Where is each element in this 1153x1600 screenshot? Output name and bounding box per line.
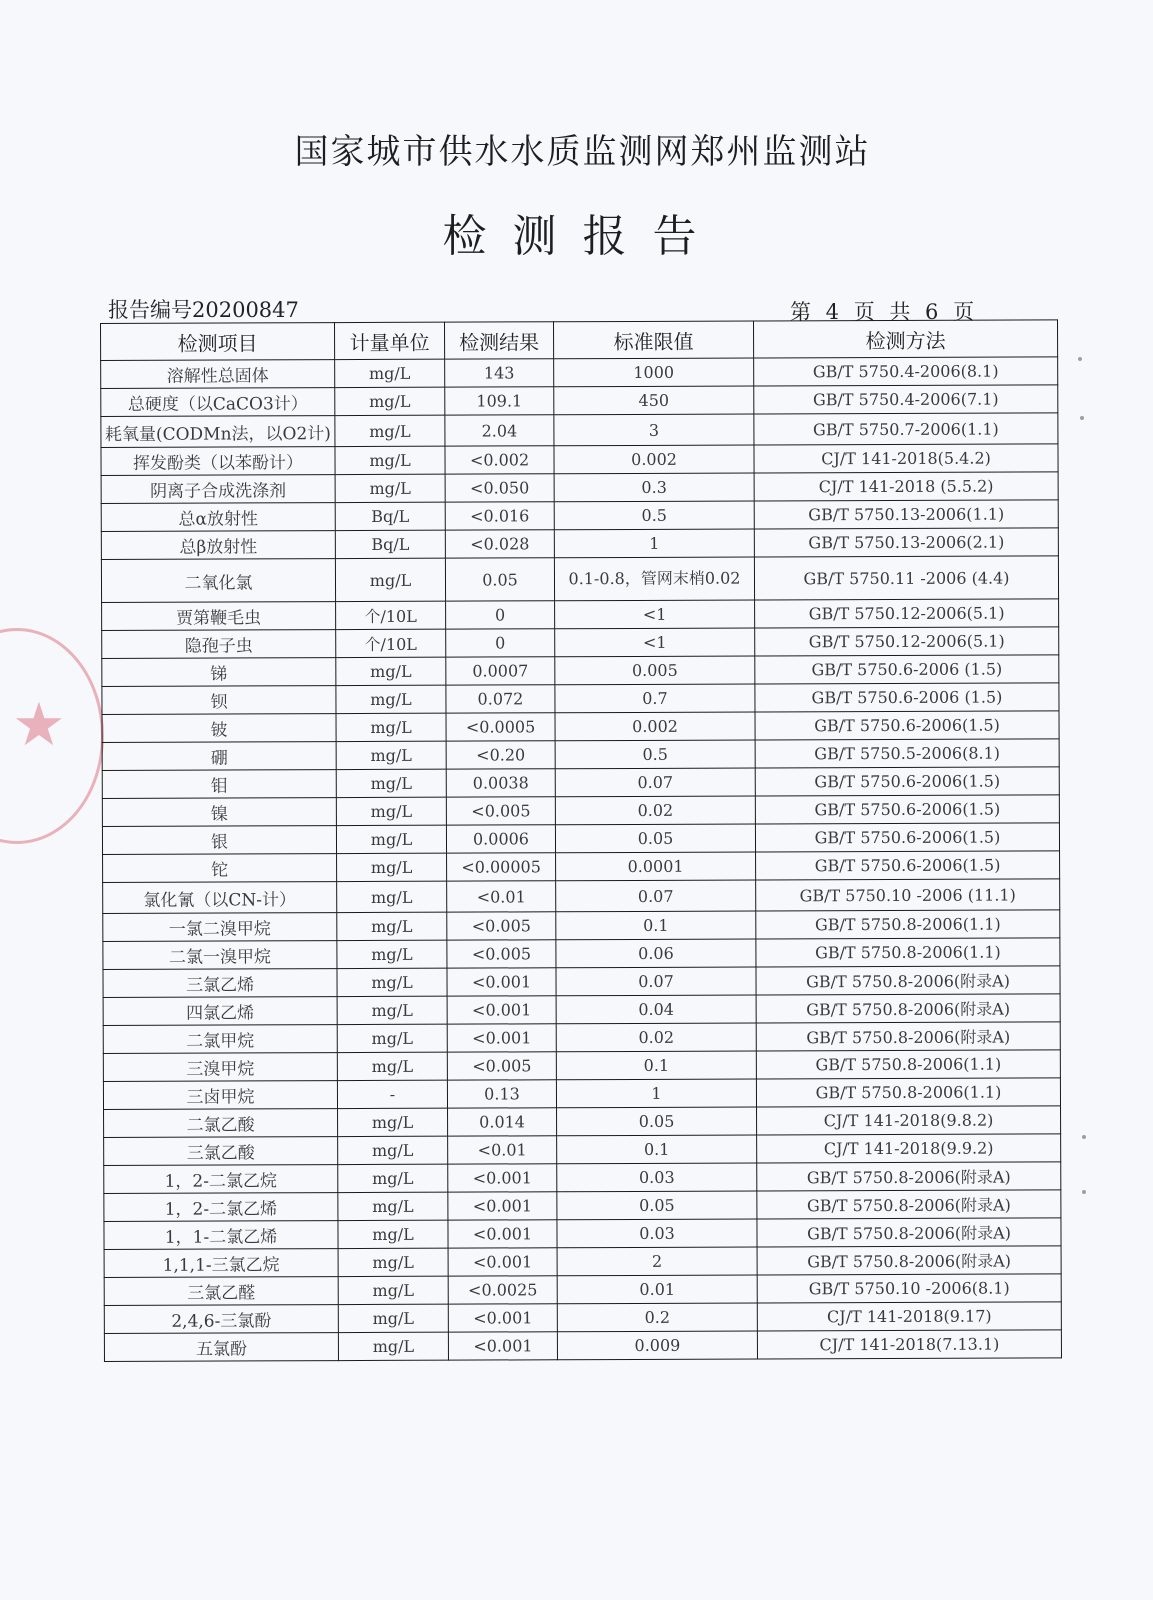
cell-unit: 个/10L <box>336 601 446 629</box>
cell-result: 0 <box>446 601 555 629</box>
cell-method: CJ/T 141-2018(7.13.1) <box>757 1330 1061 1359</box>
cell-limit: 0.1 <box>556 911 756 940</box>
cell-unit: Bq/L <box>335 530 445 558</box>
cell-item: 二氧化氯 <box>101 559 335 603</box>
cell-method: GB/T 5750.6-2006(1.5) <box>755 711 1059 740</box>
cell-item: 镍 <box>102 798 336 827</box>
cell-limit: 1 <box>554 529 754 558</box>
cell-unit: mg/L <box>338 1304 448 1332</box>
cell-method: GB/T 5750.6-2006(1.5) <box>755 767 1059 796</box>
table-row <box>103 938 1060 970</box>
cell-result: 0.0038 <box>446 769 555 797</box>
cell-item: 钡 <box>102 686 336 715</box>
cell-unit: mg/L <box>338 1164 448 1192</box>
cell-unit: mg/L <box>337 940 447 968</box>
table-row <box>104 1162 1061 1194</box>
results-table <box>100 319 1062 1362</box>
cell-unit: mg/L <box>336 741 446 769</box>
cell-limit: 0.03 <box>557 1219 757 1248</box>
cell-limit: <1 <box>555 600 755 629</box>
table-row <box>104 1134 1061 1166</box>
table-row <box>103 1078 1060 1110</box>
cell-limit: 0.07 <box>555 768 755 797</box>
cell-result: 0.0007 <box>446 657 555 685</box>
cell-result: 0.072 <box>446 685 555 713</box>
table-row <box>101 556 1058 603</box>
cell-limit: 0.02 <box>556 1023 756 1052</box>
speck <box>1078 357 1082 361</box>
cell-item: 铍 <box>102 714 336 743</box>
cell-result: <0.001 <box>448 1248 557 1276</box>
report-title: 检测报告 <box>442 211 723 262</box>
cell-unit: mg/L <box>335 474 445 502</box>
cell-unit: mg/L <box>335 359 445 387</box>
cell-method: GB/T 5750.6-2006 (1.5) <box>755 683 1059 712</box>
cell-method: GB/T 5750.8-2006(附录A) <box>756 994 1060 1023</box>
cell-result: 0.014 <box>448 1108 557 1136</box>
cell-limit: 0.1-0.8，管网末梢0.02 <box>554 557 754 601</box>
cell-limit: 450 <box>554 386 754 415</box>
cell-unit: mg/L <box>337 912 447 940</box>
cell-limit: 0.05 <box>557 1191 757 1220</box>
organization-name: 国家城市供水水质监测网郑州监测站 <box>294 132 871 172</box>
col-header-result: 检测结果 <box>444 322 553 359</box>
cell-method: CJ/T 141-2018(9.9.2) <box>757 1134 1061 1163</box>
cell-method: GB/T 5750.4-2006(8.1) <box>754 357 1058 386</box>
table-row <box>104 1106 1061 1138</box>
report-number: 报告编号20200847 <box>108 298 299 322</box>
cell-result: <0.01 <box>448 1136 557 1164</box>
cell-result: <0.00005 <box>447 853 556 881</box>
cell-item: 一氯二溴甲烷 <box>103 913 337 942</box>
cell-method: CJ/T 141-2018(9.8.2) <box>757 1106 1061 1135</box>
cell-limit: <1 <box>555 628 755 657</box>
cell-limit: 0.002 <box>555 712 755 741</box>
cell-result: 0.13 <box>447 1080 556 1108</box>
cell-method: GB/T 5750.5-2006(8.1) <box>755 739 1059 768</box>
cell-method: CJ/T 141-2018 (5.5.2) <box>754 472 1058 501</box>
cell-item: 总β放射性 <box>101 531 335 560</box>
cell-limit: 0.03 <box>557 1163 757 1192</box>
cell-unit: 个/10L <box>336 629 446 657</box>
cell-result: 143 <box>445 359 554 387</box>
cell-item: 总α放射性 <box>101 503 335 532</box>
cell-result: <0.016 <box>445 502 554 530</box>
cell-item: 阴离子合成洗涤剂 <box>101 475 335 504</box>
cell-method: GB/T 5750.6-2006(1.5) <box>755 823 1059 852</box>
table-row <box>103 851 1060 883</box>
cell-limit: 0.7 <box>555 684 755 713</box>
cell-method: GB/T 5750.8-2006(1.1) <box>756 1050 1060 1079</box>
cell-method: GB/T 5750.13-2006(1.1) <box>754 500 1058 529</box>
table-row <box>101 500 1058 532</box>
table-row <box>103 966 1060 998</box>
cell-item: 挥发酚类（以苯酚计） <box>101 447 335 476</box>
cell-limit: 3 <box>554 414 754 446</box>
cell-limit: 0.01 <box>557 1275 757 1304</box>
page-info: 第 4 页 共 6 页 <box>790 300 979 324</box>
cell-item: 总硬度（以CaCO3计） <box>101 388 335 417</box>
cell-unit: mg/L <box>337 881 447 912</box>
cell-result: 0.0006 <box>446 825 555 853</box>
cell-limit: 0.5 <box>554 501 754 530</box>
cell-limit: 0.05 <box>555 824 755 853</box>
col-header-method: 检测方法 <box>753 320 1057 358</box>
cell-result: <0.01 <box>447 881 556 912</box>
cell-item: 银 <box>102 826 336 855</box>
cell-limit: 0.005 <box>555 656 755 685</box>
cell-limit: 0.1 <box>556 1051 756 1080</box>
cell-result: <0.001 <box>447 1024 556 1052</box>
cell-item: 钼 <box>102 770 336 799</box>
cell-result: <0.001 <box>448 1332 557 1360</box>
cell-unit: mg/L <box>336 825 446 853</box>
table-row <box>102 683 1059 715</box>
cell-item: 硼 <box>102 742 336 771</box>
cell-method: GB/T 5750.12-2006(5.1) <box>755 627 1059 656</box>
table-row <box>101 385 1058 417</box>
cell-result: 0 <box>446 629 555 657</box>
cell-method: CJ/T 141-2018(9.17) <box>757 1302 1061 1331</box>
cell-method: GB/T 5750.8-2006(附录A) <box>757 1246 1061 1275</box>
cell-method: GB/T 5750.12-2006(5.1) <box>755 599 1059 628</box>
cell-limit: 0.07 <box>556 967 756 996</box>
table-header-row <box>101 320 1058 361</box>
seal-star-icon: ★ <box>12 690 66 760</box>
cell-item: 1，1-二氯乙烯 <box>104 1221 338 1250</box>
table-row <box>104 1218 1061 1250</box>
cell-method: GB/T 5750.6-2006 (1.5) <box>755 655 1059 684</box>
cell-result: 109.1 <box>445 387 554 415</box>
cell-item: 三氯乙醛 <box>104 1277 338 1306</box>
col-header-limit: 标准限值 <box>553 321 753 359</box>
cell-method: GB/T 5750.11 -2006 (4.4) <box>754 556 1058 600</box>
cell-item: 铊 <box>103 854 337 883</box>
col-header-item: 检测项目 <box>101 323 335 361</box>
cell-unit: mg/L <box>335 415 445 446</box>
cell-method: GB/T 5750.8-2006(1.1) <box>756 938 1060 967</box>
cell-unit: mg/L <box>338 1332 448 1360</box>
cell-unit: mg/L <box>337 968 447 996</box>
cell-result: 2.04 <box>445 415 554 446</box>
cell-limit: 0.05 <box>557 1107 757 1136</box>
cell-limit: 1 <box>556 1079 756 1108</box>
cell-item: 二氯一溴甲烷 <box>103 941 337 970</box>
table-row <box>101 472 1058 504</box>
cell-result: <0.001 <box>447 996 556 1024</box>
cell-unit: mg/L <box>335 387 445 415</box>
col-header-unit: 计量单位 <box>335 322 445 359</box>
cell-method: CJ/T 141-2018(5.4.2) <box>754 444 1058 473</box>
cell-method: GB/T 5750.4-2006(7.1) <box>754 385 1058 414</box>
cell-method: GB/T 5750.13-2006(2.1) <box>754 528 1058 557</box>
cell-result: <0.050 <box>445 474 554 502</box>
cell-method: GB/T 5750.10 -2006(8.1) <box>757 1274 1061 1303</box>
table-row <box>104 1302 1061 1334</box>
table-row <box>101 357 1058 389</box>
table-row <box>102 795 1059 827</box>
cell-result: <0.005 <box>447 1052 556 1080</box>
cell-limit: 2 <box>557 1247 757 1276</box>
table-row <box>103 994 1060 1026</box>
table-row <box>102 627 1059 659</box>
cell-method: GB/T 5750.8-2006(1.1) <box>756 910 1060 939</box>
table-row <box>101 444 1058 476</box>
cell-unit: mg/L <box>336 657 446 685</box>
cell-unit: mg/L <box>336 769 446 797</box>
cell-result: <0.001 <box>447 968 556 996</box>
cell-result: 0.05 <box>445 558 554 601</box>
cell-unit: mg/L <box>337 1052 447 1080</box>
cell-method: GB/T 5750.8-2006(附录A) <box>757 1162 1061 1191</box>
table-row <box>102 655 1059 687</box>
table-row <box>102 599 1059 631</box>
cell-method: GB/T 5750.6-2006(1.5) <box>755 795 1059 824</box>
cell-item: 2,4,6-三氯酚 <box>104 1305 338 1334</box>
cell-item: 1，2-二氯乙烷 <box>104 1165 338 1194</box>
cell-item: 贾第鞭毛虫 <box>102 602 336 631</box>
cell-limit: 0.5 <box>555 740 755 769</box>
cell-limit: 0.1 <box>557 1135 757 1164</box>
cell-item: 溶解性总固体 <box>101 360 335 389</box>
cell-method: GB/T 5750.8-2006(1.1) <box>756 1078 1060 1107</box>
cell-item: 1,1,1-三氯乙烷 <box>104 1249 338 1278</box>
cell-limit: 0.06 <box>556 939 756 968</box>
table-row <box>101 413 1058 448</box>
cell-unit: mg/L <box>335 446 445 474</box>
table-body <box>101 357 1062 1362</box>
cell-unit: Bq/L <box>335 502 445 530</box>
cell-result: <0.005 <box>447 940 556 968</box>
cell-limit: 0.04 <box>556 995 756 1024</box>
cell-unit: mg/L <box>337 853 447 881</box>
cell-result: <0.001 <box>448 1304 557 1332</box>
cell-item: 氯化氰（以CN-计） <box>103 882 337 914</box>
cell-result: <0.001 <box>448 1164 557 1192</box>
cell-result: <0.001 <box>448 1192 557 1220</box>
table-row <box>103 879 1060 914</box>
cell-unit: mg/L <box>336 713 446 741</box>
table-row <box>103 910 1060 942</box>
cell-limit: 0.02 <box>555 796 755 825</box>
table-row <box>102 739 1059 771</box>
cell-item: 三卤甲烷 <box>103 1081 337 1110</box>
cell-result: <0.001 <box>448 1220 557 1248</box>
cell-item: 四氯乙烯 <box>103 997 337 1026</box>
cell-limit: 0.009 <box>557 1331 757 1360</box>
table-row <box>103 1022 1060 1054</box>
cell-limit: 0.2 <box>557 1303 757 1332</box>
table-row <box>104 1330 1061 1362</box>
cell-unit: mg/L <box>337 1024 447 1052</box>
speck <box>1080 416 1084 420</box>
cell-item: 1，2-二氯乙烯 <box>104 1193 338 1222</box>
table-row <box>101 528 1058 560</box>
speck <box>1082 1190 1086 1194</box>
cell-result: <0.20 <box>446 741 555 769</box>
cell-unit: mg/L <box>338 1276 448 1304</box>
speck <box>1082 1135 1086 1139</box>
cell-unit: mg/L <box>336 685 446 713</box>
cell-method: GB/T 5750.8-2006(附录A) <box>756 966 1060 995</box>
cell-result: <0.028 <box>445 530 554 558</box>
cell-method: GB/T 5750.6-2006(1.5) <box>756 851 1060 880</box>
cell-item: 二氯甲烷 <box>103 1025 337 1054</box>
cell-unit: mg/L <box>338 1136 448 1164</box>
cell-limit: 0.002 <box>554 445 754 474</box>
table-row <box>102 711 1059 743</box>
cell-item: 五氯酚 <box>104 1333 338 1362</box>
cell-unit: mg/L <box>338 1108 448 1136</box>
cell-unit: mg/L <box>337 996 447 1024</box>
table-row <box>102 823 1059 855</box>
cell-method: GB/T 5750.8-2006(附录A) <box>757 1190 1061 1219</box>
cell-unit: mg/L <box>338 1192 448 1220</box>
cell-result: <0.0025 <box>448 1276 557 1304</box>
cell-result: <0.002 <box>445 446 554 474</box>
cell-method: GB/T 5750.8-2006(附录A) <box>756 1022 1060 1051</box>
table-row <box>104 1274 1061 1306</box>
cell-item: 锑 <box>102 658 336 687</box>
cell-method: GB/T 5750.7-2006(1.1) <box>754 413 1058 445</box>
cell-item: 二氯乙酸 <box>104 1109 338 1138</box>
cell-limit: 0.3 <box>554 473 754 502</box>
cell-limit: 0.0001 <box>556 852 756 881</box>
cell-limit: 1000 <box>554 358 754 387</box>
table-row <box>104 1190 1061 1222</box>
cell-unit: mg/L <box>336 797 446 825</box>
cell-method: GB/T 5750.10 -2006 (11.1) <box>756 879 1060 911</box>
table-row <box>104 1246 1061 1278</box>
cell-item: 三氯乙烯 <box>103 969 337 998</box>
cell-unit: - <box>337 1080 447 1108</box>
cell-item: 三氯乙酸 <box>104 1137 338 1166</box>
cell-result: <0.005 <box>447 912 556 940</box>
table-row <box>103 1050 1060 1082</box>
cell-limit: 0.07 <box>556 880 756 912</box>
cell-unit: mg/L <box>338 1220 448 1248</box>
cell-unit: mg/L <box>338 1248 448 1276</box>
cell-method: GB/T 5750.8-2006(附录A) <box>757 1218 1061 1247</box>
cell-result: <0.0005 <box>446 713 555 741</box>
cell-item: 耗氧量(CODMn法，以O2计) <box>101 416 335 448</box>
cell-item: 三溴甲烷 <box>103 1053 337 1082</box>
cell-result: <0.005 <box>446 797 555 825</box>
table-row <box>102 767 1059 799</box>
cell-item: 隐孢子虫 <box>102 630 336 659</box>
cell-unit: mg/L <box>335 558 445 601</box>
